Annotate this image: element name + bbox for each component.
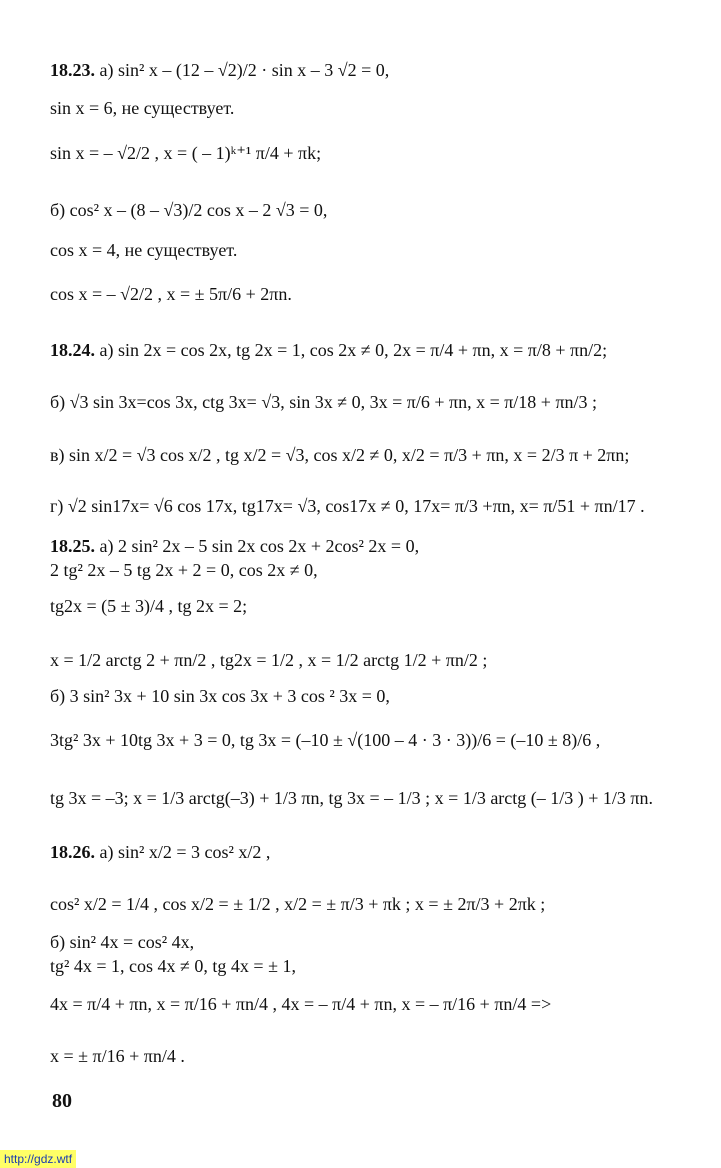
line-text: x = ± π/16 + πn/4 . <box>50 1046 185 1066</box>
line-text: а) sin² x – (12 – √2)/2 · sin x – 3 √2 = 0, <box>99 60 390 80</box>
line <box>50 686 390 706</box>
line-text: б) cos² x – (8 – √3)/2 cos x – 2 √3 = 0, <box>50 200 328 220</box>
line-text: cos² x/2 = 1/4 , cos x/2 = ± 1/2 , x/2 = ± π/3 + πk ; x = ± 2π/3 + 2πk ; <box>50 894 546 914</box>
line-text: в) sin x/2 = √3 cos x/2 , tg x/2 = √3, cos x/2 ≠ 0, x/2 = π/3 + πn, x = 2/3 π + 2πn; <box>50 445 630 465</box>
line-text: г) √2 sin17x= √6 cos 17x, tg17x= √3, cos17x ≠ 0, 17x= π/3 +πn, x= π/51 + πn/17 . <box>50 496 645 516</box>
line <box>50 200 327 220</box>
line-text: 2 tg² 2x – 5 tg 2x + 2 = 0, cos 2x ≠ 0, <box>50 560 318 580</box>
line <box>50 894 545 914</box>
line-text: а) sin 2x = cos 2x, tg 2x = 1, cos 2x ≠ 0, 2x = π/4 + πn, x = π/8 + πn/2; <box>99 340 608 360</box>
line <box>50 240 237 260</box>
line-18-25-a <box>50 536 419 556</box>
line <box>50 98 234 118</box>
line <box>50 788 653 808</box>
page-number: 80 <box>52 1090 72 1112</box>
line-18-23-a <box>50 60 389 80</box>
line <box>50 650 487 670</box>
problem-number: 18.26. <box>50 842 95 862</box>
line-text: tg 3x = –3; x = 1/3 arctg(–3) + 1/3 πn, tg 3x = – 1/3 ; x = 1/3 arctg (– 1/3 ) + 1/3 πn. <box>50 788 654 808</box>
problem-number: 18.23. <box>50 60 95 80</box>
line <box>50 596 247 616</box>
line-text: б) sin² 4x = cos² 4x, <box>50 932 195 952</box>
line <box>50 392 597 412</box>
line-text: б) 3 sin² 3x + 10 sin 3x cos 3x + 3 cos ² 3x = 0, <box>50 686 390 706</box>
problem-number: 18.24. <box>50 340 95 360</box>
line-text: sin x = 6, не существует. <box>50 98 235 118</box>
line-text: а) 2 sin² 2x – 5 sin 2x cos 2x + 2cos² 2x = 0, <box>99 536 420 556</box>
line-text: x = 1/2 arctg 2 + πn/2 , tg2x = 1/2 , x = 1/2 arctg 1/2 + πn/2 ; <box>50 650 488 670</box>
line-text: tg2x = (5 ± 3)/4 , tg 2x = 2; <box>50 596 248 616</box>
line <box>50 445 629 465</box>
watermark: http://gdz.wtf <box>0 1150 76 1168</box>
line <box>50 143 321 163</box>
line <box>50 284 292 304</box>
line-text: б) √3 sin 3x=cos 3x, ctg 3x= √3, sin 3x ≠ 0, 3x = π/6 + πn, x = π/18 + πn/3 ; <box>50 392 598 412</box>
line <box>50 730 600 750</box>
line <box>50 560 318 580</box>
line <box>50 1046 185 1066</box>
line-text: cos x = 4, не существует. <box>50 240 238 260</box>
line-18-26-a <box>50 842 270 862</box>
line-text: tg² 4x = 1, cos 4x ≠ 0, tg 4x = ± 1, <box>50 956 296 976</box>
line-text: 4x = π/4 + πn, x = π/16 + πn/4 , 4x = – π/4 + πn, x = – π/16 + πn/4 => <box>50 994 552 1014</box>
line <box>50 496 645 516</box>
line <box>50 932 194 952</box>
line-18-24-a <box>50 340 607 360</box>
line-text: а) sin² x/2 = 3 cos² x/2 , <box>99 842 271 862</box>
line <box>50 994 551 1014</box>
problem-number: 18.25. <box>50 536 95 556</box>
line-text: 3tg² 3x + 10tg 3x + 3 = 0, tg 3x = (–10 ± √(100 – 4 · 3 · 3))/6 = (–10 ± 8)/6 , <box>50 730 601 750</box>
line <box>50 956 296 976</box>
line-text: sin x = – √2/2 , x = ( – 1)ᵏ⁺¹ π/4 + πk; <box>50 143 322 163</box>
line-text: cos x = – √2/2 , x = ± 5π/6 + 2πn. <box>50 284 292 304</box>
